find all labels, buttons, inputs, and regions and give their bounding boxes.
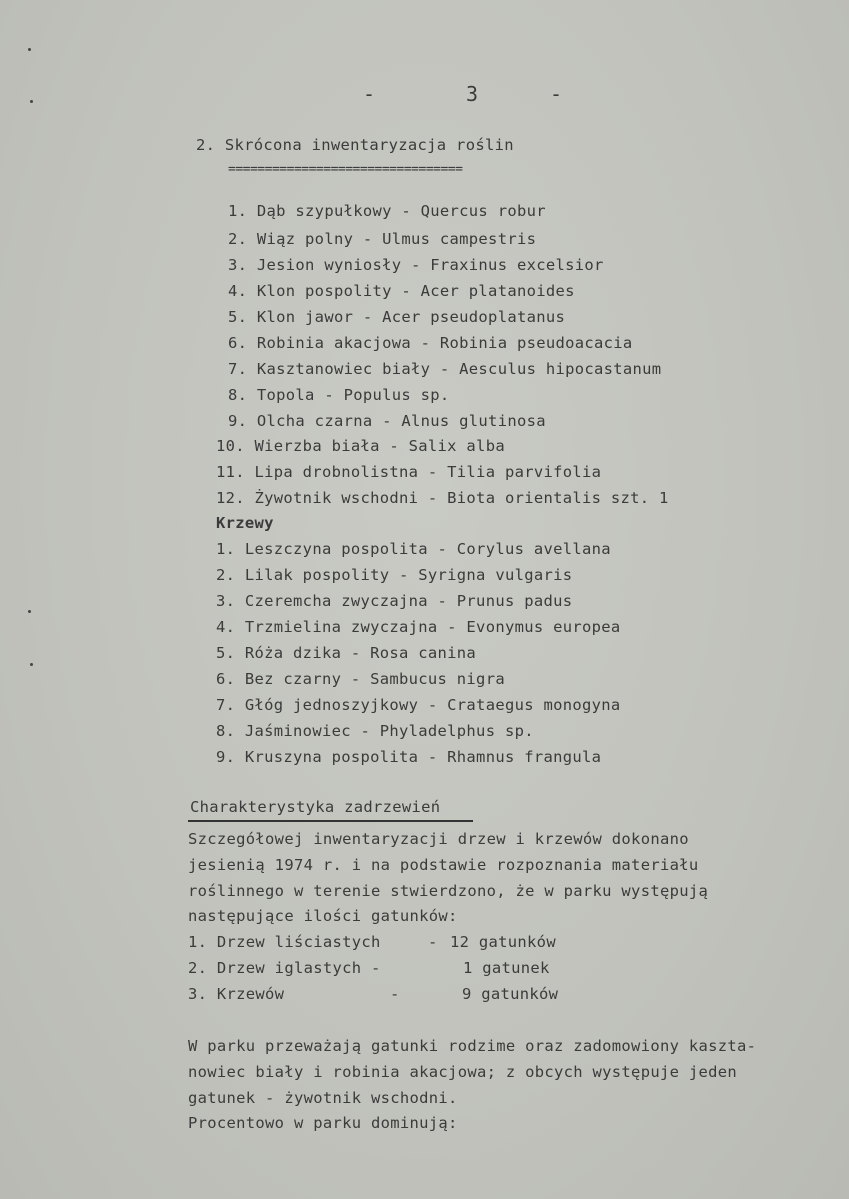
margin-speck: [28, 48, 31, 51]
list-item: 2. Wiąz polny - Ulmus campestris: [228, 230, 537, 248]
count-label: 2. Drzew iglastych -: [188, 959, 381, 977]
heading-underline: [188, 820, 473, 822]
list-item: 10. Wierzba biała - Salix alba: [216, 437, 505, 455]
list-item: 12. Żywotnik wschodni - Biota orientalis szt. 1: [216, 489, 669, 507]
page-number-value: 3: [466, 82, 479, 106]
list-item: 4. Trzmielina zwyczajna - Evonymus europea: [216, 618, 621, 636]
shrubs-heading: Krzewy: [216, 514, 274, 532]
list-item: 8. Topola - Populus sp.: [228, 386, 450, 404]
paragraph-line: następujące ilości gatunków:: [188, 907, 458, 925]
paragraph-line: gatunek - żywotnik wschodni.: [188, 1089, 458, 1107]
list-item: 1. Dąb szypułkowy - Quercus robur: [228, 202, 546, 220]
list-item: 9. Kruszyna pospolita - Rhamnus frangula: [216, 748, 602, 766]
count-label: 3. Krzewów: [188, 985, 285, 1003]
paragraph-line: Procentowo w parku dominują:: [188, 1114, 458, 1132]
list-item: 7. Kasztanowiec biały - Aesculus hipocastanum: [228, 360, 662, 378]
count-value: 9 gatunków: [462, 985, 559, 1003]
list-item: 8. Jaśminowiec - Phyladelphus sp.: [216, 722, 534, 740]
list-item: 1. Leszczyna pospolita - Corylus avellana: [216, 540, 611, 558]
margin-speck: [30, 663, 33, 666]
paragraph-line: roślinnego w terenie stwierdzono, że w parku występują: [188, 882, 709, 900]
paragraph-line: Szczegółowej inwentaryzacji drzew i krzewów dokonano: [188, 830, 689, 848]
page-number-dash-right: -: [550, 82, 563, 106]
list-item: 3. Jesion wyniosły - Fraxinus excelsior: [228, 256, 604, 274]
page-number-dash-left: -: [363, 82, 376, 106]
paragraph-line: jesienią 1974 r. i na podstawie rozpoznania materiału: [188, 856, 699, 874]
list-item: 5. Klon jawor - Acer pseudoplatanus: [228, 308, 566, 326]
list-item: 11. Lipa drobnolistna - Tilia parvifolia: [216, 463, 602, 481]
list-item: 6. Robinia akacjowa - Robinia pseudoacacia: [228, 334, 633, 352]
characteristics-heading: Charakterystyka zadrzewień: [190, 798, 441, 816]
count-dash: -: [390, 985, 400, 1003]
section-title: 2. Skrócona inwentaryzacja roślin: [196, 136, 514, 154]
margin-speck: [30, 100, 33, 103]
count-value: 1 gatunek: [463, 959, 550, 977]
list-item: 6. Bez czarny - Sambucus nigra: [216, 670, 505, 688]
list-item: 7. Głóg jednoszyjkowy - Crataegus monogyna: [216, 696, 621, 714]
list-item: 9. Olcha czarna - Alnus glutinosa: [228, 412, 546, 430]
paragraph-line: nowiec biały i robinia akacjowa; z obcych występuje jeden: [188, 1063, 738, 1081]
paragraph-line: W parku przeważają gatunki rodzime oraz zadomowiony kaszta-: [188, 1037, 757, 1055]
section-title-underline: ================================: [228, 162, 463, 177]
count-value: 12 gatunków: [450, 933, 556, 951]
list-item: 4. Klon pospolity - Acer platanoides: [228, 282, 575, 300]
margin-speck: [28, 610, 31, 613]
list-item: 3. Czeremcha zwyczajna - Prunus padus: [216, 592, 573, 610]
count-dash: -: [428, 933, 438, 951]
list-item: 5. Róża dzika - Rosa canina: [216, 644, 477, 662]
list-item: 2. Lilak pospolity - Syrigna vulgaris: [216, 566, 573, 584]
count-label: 1. Drzew liściastych: [188, 933, 381, 951]
